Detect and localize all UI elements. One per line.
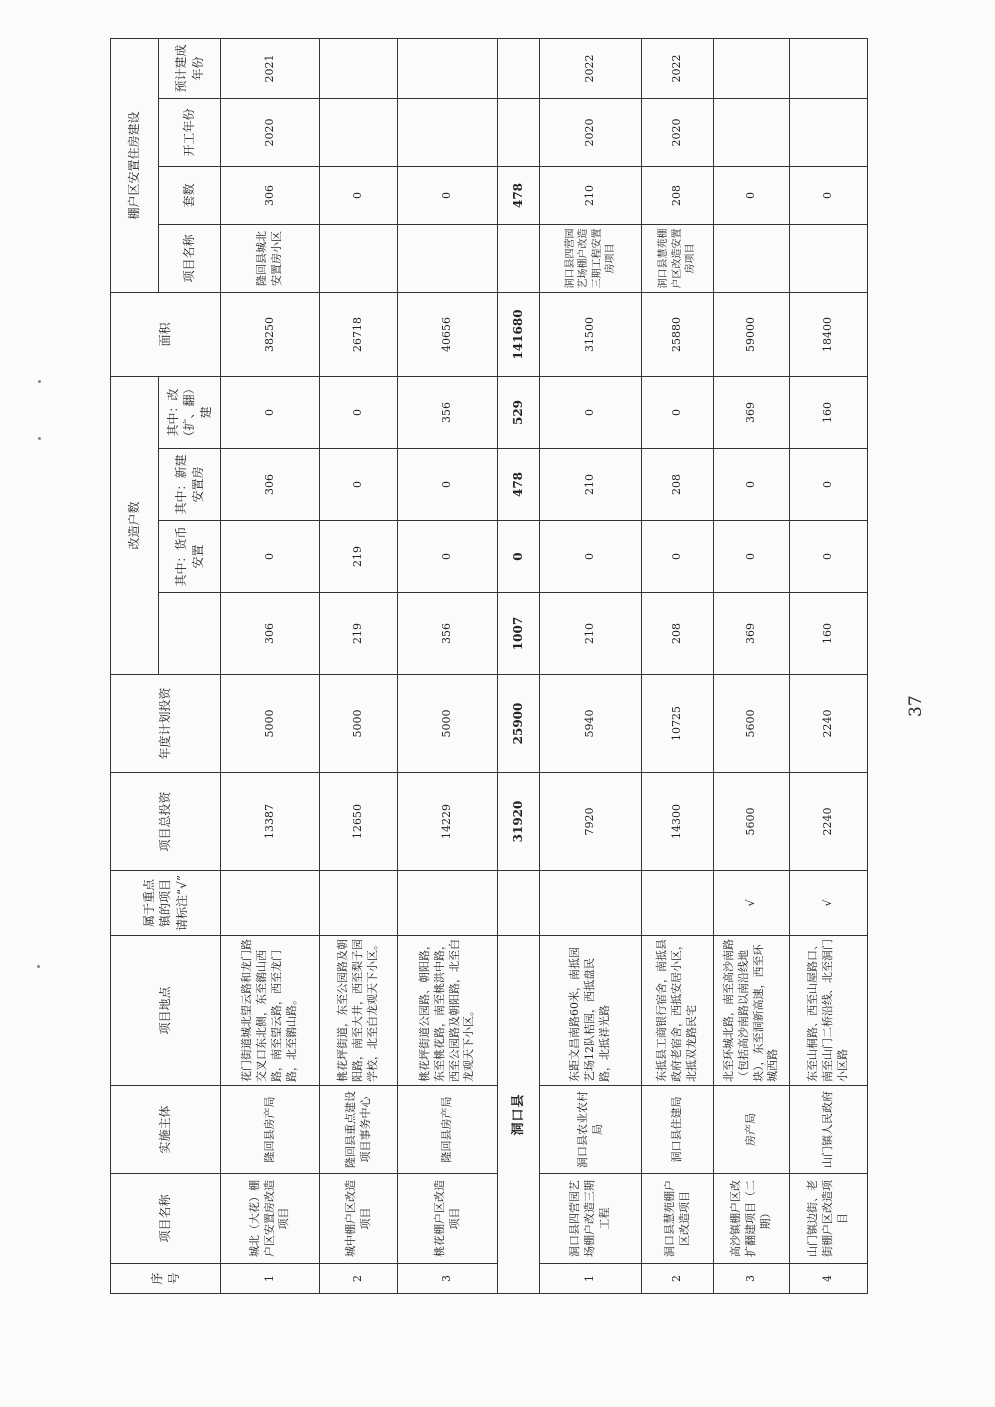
cell-key-town [498, 871, 540, 936]
col-res-units: 套数 [159, 166, 221, 224]
cell-res-start [790, 98, 868, 166]
cell-res-name: 洞口县慧苑棚户区改造安置房项目 [642, 224, 714, 292]
cell-area: 31500 [540, 292, 642, 376]
cell-res-start [498, 98, 540, 166]
page-number: 37 [906, 695, 926, 717]
cell-new-build: 210 [540, 449, 642, 521]
cell-seq: 4 [790, 1264, 868, 1294]
table-row [540, 38, 642, 1293]
cell-location: 花门街道城北望云路和龙门路交叉口东北侧，东至鹟山西路，南至望云路，西至龙门路，北至鹟山路。 [221, 936, 320, 1086]
cell-implementer: 房产局 [714, 1086, 790, 1174]
cell-key-town [540, 871, 642, 936]
cell-new-build: 0 [320, 449, 398, 521]
cell-area: 40656 [398, 292, 498, 376]
cell-total-investment: 13387 [221, 773, 320, 871]
cell-location: 东抵县工商银行宿舍，南抵县政府老宿舍，西抵安居小区，北抵双龙路民宅 [642, 936, 714, 1086]
col-group-households: 改造户数 [111, 376, 159, 674]
cell-res-start: 2020 [642, 98, 714, 166]
cell-res-start [714, 98, 790, 166]
cell-key-town [398, 871, 498, 936]
table-row [642, 38, 714, 1293]
cell-res-units: 0 [398, 166, 498, 224]
cell-households: 208 [642, 593, 714, 675]
col-seq: 序号 [111, 1264, 221, 1294]
cell-monetary: 0 [221, 521, 320, 593]
col-area: 面积 [111, 292, 221, 376]
cell-project-name: 桃花棚户区改造项目 [398, 1174, 498, 1264]
cell-total-investment: 2240 [790, 773, 868, 871]
cell-annual-investment: 5000 [320, 675, 398, 773]
cell-monetary: 0 [398, 521, 498, 593]
cell-location: 东至山桐路、西至山屋路口、南至山门二桥沿线、北至洞门小区路 [790, 936, 868, 1086]
cell-renovate: 0 [221, 376, 320, 448]
cell-monetary: 0 [498, 521, 540, 593]
col-new-build: 其中：新建安置房 [159, 449, 221, 521]
cell-res-finish [398, 38, 498, 98]
shantytown-project-table [110, 38, 868, 1294]
cell-res-units: 306 [221, 166, 320, 224]
col-project-name: 项目名称 [111, 1174, 221, 1264]
cell-households: 219 [320, 593, 398, 675]
cell-res-name [714, 224, 790, 292]
cell-households: 369 [714, 593, 790, 675]
cell-total-investment: 5600 [714, 773, 790, 871]
col-res-finish: 预计建成年份 [159, 38, 221, 98]
col-annual-investment: 年度计划投资 [111, 675, 221, 773]
cell-monetary: 0 [790, 521, 868, 593]
cell-new-build: 0 [398, 449, 498, 521]
cell-total-investment: 14229 [398, 773, 498, 871]
table-row [221, 38, 320, 1293]
cell-key-town [221, 871, 320, 936]
col-res-name: 项目名称 [159, 224, 221, 292]
cell-renovate: 0 [540, 376, 642, 448]
cell-renovate: 529 [498, 376, 540, 448]
table-row [320, 38, 398, 1293]
cell-res-units: 0 [714, 166, 790, 224]
cell-implementer: 隆回县房产局 [221, 1086, 320, 1174]
col-location: 项目地点 [111, 936, 221, 1086]
cell-res-name [398, 224, 498, 292]
cell-annual-investment: 2240 [790, 675, 868, 773]
col-key-town: 属于重点镇的项目请标注“√” [111, 871, 221, 936]
cell-households: 356 [398, 593, 498, 675]
cell-res-finish: 2021 [221, 38, 320, 98]
cell-res-finish [320, 38, 398, 98]
county-subtotal-row [498, 38, 540, 1293]
cell-res-start: 2020 [221, 98, 320, 166]
cell-total-investment: 14300 [642, 773, 714, 871]
cell-seq: 3 [714, 1264, 790, 1294]
cell-annual-investment: 5600 [714, 675, 790, 773]
cell-renovate: 369 [714, 376, 790, 448]
cell-annual-investment: 5940 [540, 675, 642, 773]
cell-seq: 1 [540, 1264, 642, 1294]
cell-seq: 3 [398, 1264, 498, 1294]
cell-implementer: 隆回县房产局 [398, 1086, 498, 1174]
cell-new-build: 306 [221, 449, 320, 521]
col-group-resettlement: 棚户区安置住房建设 [111, 38, 159, 292]
cell-new-build: 478 [498, 449, 540, 521]
cell-annual-investment: 5000 [398, 675, 498, 773]
cell-implementer: 隆回县重点建设项目事务中心 [320, 1086, 398, 1174]
cell-households: 1007 [498, 593, 540, 675]
cell-key-town: √ [790, 871, 868, 936]
cell-total-investment: 31920 [498, 773, 540, 871]
cell-location: 桃花坪街道公园路、朝阳路，东至桃花路，南至桃洪中路，西至公园路及朝阳路，北至白龙观天下小区。 [398, 936, 498, 1086]
cell-annual-investment: 5000 [221, 675, 320, 773]
cell-households: 160 [790, 593, 868, 675]
cell-key-town [320, 871, 398, 936]
cell-renovate: 0 [320, 376, 398, 448]
cell-new-build: 0 [790, 449, 868, 521]
cell-renovate: 0 [642, 376, 714, 448]
cell-location: 北至环城北路，南至高沙南路（包括高沙南路以南沿线地块），东至洞新高速，西至环城西路 [714, 936, 790, 1086]
cell-res-name [790, 224, 868, 292]
cell-res-finish [498, 38, 540, 98]
cell-res-units: 210 [540, 166, 642, 224]
county-label: 洞口县 [498, 936, 540, 1294]
cell-implementer: 洞口县农业农村局 [540, 1086, 642, 1174]
table-row [714, 38, 790, 1293]
cell-res-start [398, 98, 498, 166]
cell-res-units: 0 [790, 166, 868, 224]
cell-implementer: 洞口县住建局 [642, 1086, 714, 1174]
cell-res-start [320, 98, 398, 166]
cell-project-name: 洞口县慧苑棚户区改造项目 [642, 1174, 714, 1264]
cell-area: 38250 [221, 292, 320, 376]
cell-res-finish: 2022 [642, 38, 714, 98]
cell-project-name: 山门镇边街、老街棚户区改造项目 [790, 1174, 868, 1264]
cell-res-name [498, 224, 540, 292]
col-households-total [159, 593, 221, 675]
cell-total-investment: 7920 [540, 773, 642, 871]
cell-area: 18400 [790, 292, 868, 376]
col-implementer: 实施主体 [111, 1086, 221, 1174]
cell-annual-investment: 10725 [642, 675, 714, 773]
cell-project-name: 高沙镇棚户区改扩翻建项目（二期） [714, 1174, 790, 1264]
cell-seq: 2 [642, 1264, 714, 1294]
cell-area: 141680 [498, 292, 540, 376]
table-row [398, 38, 498, 1293]
cell-total-investment: 12650 [320, 773, 398, 871]
cell-project-name: 城北（大花）棚户区安置房改造项目 [221, 1174, 320, 1264]
cell-monetary: 0 [540, 521, 642, 593]
cell-area: 59000 [714, 292, 790, 376]
cell-new-build: 208 [642, 449, 714, 521]
cell-res-name: 洞口县四营园艺场棚户改造三期工程安置房项目 [540, 224, 642, 292]
cell-annual-investment: 25900 [498, 675, 540, 773]
cell-res-start: 2020 [540, 98, 642, 166]
cell-area: 26718 [320, 292, 398, 376]
col-monetary: 其中：货币安置 [159, 521, 221, 593]
cell-res-finish: 2022 [540, 38, 642, 98]
cell-location: 桃花坪街道，东至公园路及朝阳路，南至大井，西至梨子园学校，北至白龙观天下小区。 [320, 936, 398, 1086]
cell-households: 210 [540, 593, 642, 675]
cell-area: 25880 [642, 292, 714, 376]
cell-renovate: 160 [790, 376, 868, 448]
cell-new-build: 0 [714, 449, 790, 521]
table-row [790, 38, 868, 1293]
cell-res-name [320, 224, 398, 292]
cell-seq: 2 [320, 1264, 398, 1294]
cell-key-town: √ [714, 871, 790, 936]
cell-location: 东距文昌南路60米，南抵园艺场12队桔园，西抵盘民路，北抵祥光路 [540, 936, 642, 1086]
cell-seq: 1 [221, 1264, 320, 1294]
cell-res-name: 隆回县城北安置房小区 [221, 224, 320, 292]
cell-households: 306 [221, 593, 320, 675]
col-total-investment: 项目总投资 [111, 773, 221, 871]
cell-res-units: 208 [642, 166, 714, 224]
cell-implementer: 山门镇人民政府 [790, 1086, 868, 1174]
cell-project-name: 洞口县四营园艺场棚户改造三期工程 [540, 1174, 642, 1264]
cell-monetary: 0 [714, 521, 790, 593]
col-res-start: 开工年份 [159, 98, 221, 166]
cell-monetary: 0 [642, 521, 714, 593]
cell-key-town [642, 871, 714, 936]
cell-res-units: 0 [320, 166, 398, 224]
cell-res-units: 478 [498, 166, 540, 224]
cell-renovate: 356 [398, 376, 498, 448]
cell-monetary: 219 [320, 521, 398, 593]
cell-project-name: 城中棚户区改造项目 [320, 1174, 398, 1264]
cell-res-finish [790, 38, 868, 98]
col-renovate: 其中：改（扩、翻）建 [159, 376, 221, 448]
cell-res-finish [714, 38, 790, 98]
